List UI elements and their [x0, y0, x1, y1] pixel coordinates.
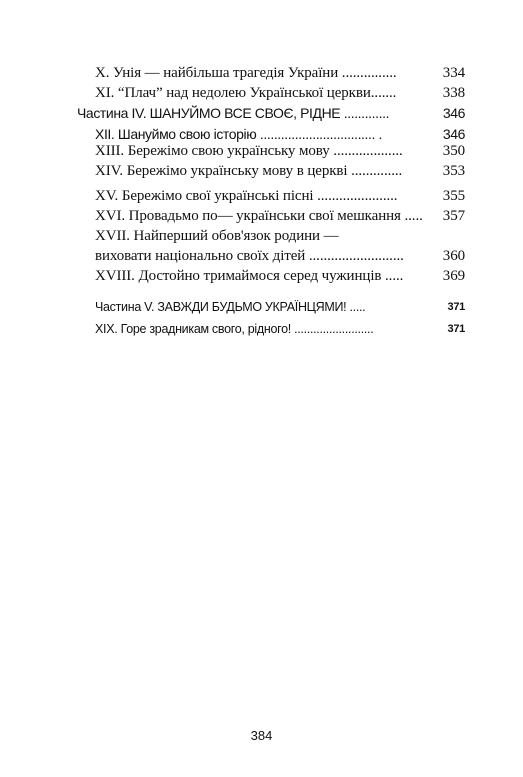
toc-entry-title: Частина V. ЗАВЖДИ БУДЬМО УКРАЇНЦЯМИ! ..... [95, 300, 366, 314]
toc-entry-page: 355 [442, 188, 465, 204]
toc-entry-xviii [95, 266, 465, 286]
toc-entry-page: 357 [442, 208, 465, 224]
toc-entry-page: 346 [442, 126, 465, 142]
toc-entry-page: 334 [442, 65, 465, 81]
toc-entry-title: Частина IV. ШАНУЙМО ВСЕ СВОЄ, РІДНЕ ............. [77, 105, 390, 121]
toc-entry-page: 371 [447, 323, 465, 335]
toc-entry-page: 338 [442, 85, 465, 101]
toc-entry-title: XI. “Плач” над недолею Української церкви....... [95, 85, 397, 101]
toc-entry-xvii [95, 226, 465, 246]
toc-entry-xvi [95, 206, 465, 226]
toc-entry-title: XIV. Бережімо українську мову в церкві .............. [95, 163, 403, 179]
toc-entry-page: 353 [442, 163, 465, 179]
toc-entry-part-v [95, 297, 465, 317]
toc-entry-xiii [95, 141, 465, 161]
toc-entry-title: XV. Бережімо свої українські пісні ...................... [95, 188, 398, 204]
toc-entry-page: 350 [442, 143, 465, 159]
toc-entry-page: 371 [447, 301, 465, 313]
toc-entry-x [95, 63, 465, 83]
toc-entry-title: XII. Шануймо свою історію ................................. . [95, 126, 382, 142]
toc-entry-xix [95, 319, 465, 339]
toc-entry-title: X. Унія — найбільша трагедія України ............... [95, 65, 397, 81]
toc-entry-title: XIII. Бережімо свою українську мову ................... [95, 143, 403, 159]
toc-entry-title: XIX. Горе зрадникам свого, рідного! ......................... [95, 322, 374, 336]
toc-entry-title: XVII. Найперший обов'язок родини — [95, 228, 339, 244]
toc-entry-xi [95, 83, 465, 103]
toc-entry-part-iv [77, 103, 465, 123]
toc-entry-xiv [95, 161, 465, 181]
toc-entry-xvii-cont [95, 246, 465, 266]
toc-entry-xv [95, 186, 465, 206]
toc-entry-title: XVIII. Достойно тримаймося серед чужинців ..... [95, 268, 404, 284]
toc-entry-page: 346 [442, 105, 465, 121]
toc-entry-title: виховати національно своїх дітей .......................... [95, 248, 404, 264]
toc-entry-page: 369 [442, 268, 465, 284]
page-number: 384 [250, 728, 273, 743]
toc-entry-title: XVI. Провадьмо по— українськи свої мешкання ..... [95, 208, 423, 224]
toc-entry-page: 360 [442, 248, 465, 264]
